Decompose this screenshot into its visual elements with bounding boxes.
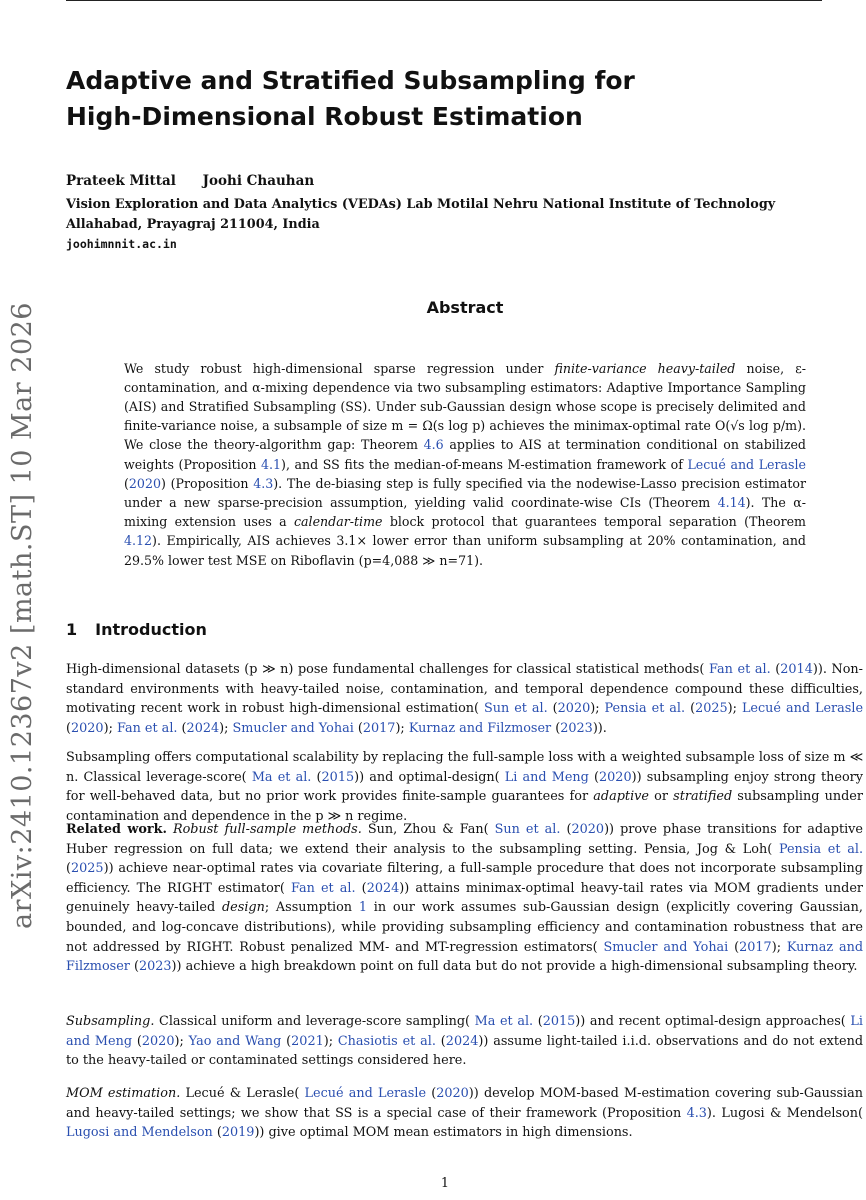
citation-year-link[interactable]: 2019 xyxy=(221,1125,255,1141)
citation-year-link[interactable]: 2024 xyxy=(186,720,220,736)
emphasis: adaptive xyxy=(593,789,649,805)
citation-year-link[interactable]: 2024 xyxy=(445,1033,479,1049)
text-run: ( xyxy=(355,880,367,896)
text-run: Lecué & Lerasle( xyxy=(180,1086,305,1101)
affiliation-line-2: Allahabad, Prayagraj 211004, India xyxy=(66,217,320,232)
citation-link[interactable]: Smucler and Yohai xyxy=(603,939,729,955)
citation-link[interactable]: Pensia et al. xyxy=(778,841,864,857)
text-run: ( xyxy=(66,861,71,877)
citation-year-link[interactable]: 2025 xyxy=(695,701,728,717)
subsampling-paragraph xyxy=(66,1012,863,1071)
text-run: )) assume light-tailed i.i.d. observations and do not extend to the heavy-tailed or contaminated settings considered here. xyxy=(66,1033,864,1069)
citation-year-link[interactable]: 2020 xyxy=(71,720,104,736)
text-run: )) prove phase transitions for adaptive Huber regression on full data; we extend their analysis to the subsampling setting. Pensia, Jog & Loh( xyxy=(66,822,863,857)
text-run: ( xyxy=(129,959,139,975)
text-run: ); xyxy=(395,720,409,736)
text-run: ( xyxy=(588,769,600,785)
emphasis: Subsampling. xyxy=(66,1014,155,1029)
section-heading xyxy=(66,620,207,639)
proposition-link[interactable]: 4.1 xyxy=(261,456,282,472)
header-rule xyxy=(66,0,822,1)
citation-year-link[interactable]: 2025 xyxy=(71,861,104,877)
affiliation xyxy=(66,195,866,235)
citation-link[interactable]: Lecué and Lerasle xyxy=(687,456,806,472)
citation-year-link[interactable]: 2020 xyxy=(599,769,632,785)
text-run: Subsampling offers computational scalability by replacing the full-sample loss with a weighted subsample loss of size m ≪ n. Classical leverage-score( xyxy=(66,750,863,785)
title-line-2: High-Dimensional Robust Estimation xyxy=(66,102,583,131)
theorem-link[interactable]: 4.12 xyxy=(124,533,153,549)
text-run: ); xyxy=(174,1033,189,1049)
citation-link[interactable]: Fan et al. xyxy=(709,662,771,677)
citation-year-link[interactable]: 2024 xyxy=(366,880,400,896)
mom-estimation-paragraph xyxy=(66,1084,863,1143)
section-title: Introduction xyxy=(95,620,207,639)
text-run: ) (Proposition xyxy=(160,475,254,491)
citation-link[interactable]: Sun et al. xyxy=(494,822,561,837)
text-run: ( xyxy=(426,1086,437,1101)
citation-year-link[interactable]: 2020 xyxy=(436,1086,469,1101)
text-run: block protocol that guarantees temporal separation (Theorem xyxy=(382,514,806,530)
text-run: ( xyxy=(533,1014,543,1029)
emphasis: Robust full-sample methods. xyxy=(172,822,362,837)
citation-year-link[interactable]: 2015 xyxy=(542,1014,576,1029)
citation-link[interactable]: Kurnaz and Filzmoser xyxy=(66,939,864,975)
emphasis: stratified xyxy=(673,789,733,805)
text-run: ( xyxy=(435,1033,446,1049)
author-name: Joohi Chauhan xyxy=(202,173,315,189)
section-number: 1 xyxy=(66,620,78,639)
text-run: )) achieve near-optimal rates via covariate filtering, a full-sample procedure that does not incorporate subsampling efficiency. The RIGHT estimator( xyxy=(66,861,863,896)
text-run: ( xyxy=(685,701,696,717)
intro-paragraph-1 xyxy=(66,660,863,738)
citation-link[interactable]: Lecué and Lerasle xyxy=(304,1086,427,1101)
text-run: Classical uniform and leverage-score sampling( xyxy=(154,1014,475,1029)
text-run: ( xyxy=(124,475,129,491)
text-run: ). The α-mixing extension uses a xyxy=(124,495,806,530)
text-run: ( xyxy=(770,662,781,677)
citation-link[interactable]: Pensia et al. xyxy=(604,701,686,717)
text-run: ; Assumption xyxy=(264,900,359,916)
citation-link[interactable]: Fan et al. xyxy=(116,720,178,736)
citation-link[interactable]: Lecué and Lerasle xyxy=(741,701,864,717)
text-run: ( xyxy=(212,1125,222,1141)
citation-link[interactable]: Kurnaz and Filzmoser xyxy=(408,720,552,736)
text-run: Sun, Zhou & Fan( xyxy=(361,822,495,837)
arxiv-identifier: arXiv:2410.12367v2 [math.ST] 10 Mar 2026 xyxy=(6,301,38,929)
theorem-link[interactable]: 4.14 xyxy=(717,495,746,511)
text-run: )). xyxy=(592,720,607,736)
proposition-link[interactable]: 4.3 xyxy=(686,1105,707,1121)
text-run: )) and recent optimal-design approaches( xyxy=(575,1014,851,1029)
text-run: noise, ε-contamination, and α-mixing dependence via two subsampling estimators: Adaptive Importance Sampling (AIS) and Stratified Subsampling (SS). Under sub-Gaussian design whose scope is precisely delimited and finite-variance noise, a subsample of size m = Ω(s log p) achieves the minimax-optimal rate O(√s log p/m). We close the theory-algorithm gap: Theorem xyxy=(124,360,806,453)
text-run: applies to AIS at termination conditional on stabilized weights (Proposition xyxy=(124,437,806,472)
text-run: )) give optimal MOM mean estimators in high dimensions. xyxy=(254,1125,633,1141)
citation-year-link[interactable]: 2023 xyxy=(138,959,172,975)
text-run: ). Lugosi & Mendelson( xyxy=(706,1105,863,1121)
text-run: ( xyxy=(551,720,561,736)
author-list xyxy=(66,173,336,189)
paper-title xyxy=(66,63,786,135)
text-run: subsampling under contamination and dependence in the p ≫ n regime. xyxy=(66,789,863,824)
theorem-link[interactable]: 4.6 xyxy=(423,437,444,453)
citation-link[interactable]: Smucler and Yohai xyxy=(232,720,354,736)
citation-link[interactable]: Sun et al. xyxy=(483,701,548,717)
citation-year-link[interactable]: 2020 xyxy=(557,701,591,717)
text-run: ( xyxy=(560,822,572,837)
citation-year-link[interactable]: 2014 xyxy=(780,662,813,677)
emphasis: calendar-time xyxy=(294,514,383,530)
text-run: ). The de-biasing step is fully specified via the nodewise-Lasso precision estimator under a new sparse-precision assumption, yielding valid coordinate-wise CIs (Theorem xyxy=(124,475,806,511)
author-name: Prateek Mittal xyxy=(66,173,176,189)
citation-year-link[interactable]: 2020 xyxy=(571,822,605,837)
text-run: ( xyxy=(353,720,363,736)
citation-link[interactable]: Li and Meng xyxy=(504,769,589,785)
text-run: ( xyxy=(547,701,558,717)
emphasis: design xyxy=(221,900,265,916)
text-run: )) subsampling enjoy strong theory for well-behaved data, but no prior work provides finite-sample guarantees for xyxy=(66,769,864,805)
emphasis: finite-variance heavy-tailed xyxy=(554,360,736,376)
text-run: ( xyxy=(132,1033,142,1049)
run-in-heading: Related work. xyxy=(66,822,167,837)
text-run: ( xyxy=(66,720,71,736)
author-email: joohimnnit.ac.in xyxy=(66,237,177,251)
text-run: )) develop MOM-based M-estimation covering sub-Gaussian and heavy-tailed settings; we show that SS is a special case of their framework (Proposition xyxy=(66,1086,864,1121)
text-run: )) achieve a high breakdown point on full data but do not provide a high-dimensional subsampling theory. xyxy=(171,959,858,975)
text-run: ); xyxy=(590,701,605,717)
citation-link[interactable]: Li and Meng xyxy=(66,1014,863,1049)
citation-link[interactable]: Fan et al. xyxy=(291,880,356,896)
citation-year-link[interactable]: 2015 xyxy=(321,769,355,785)
text-run: High-dimensional datasets (p ≫ n) pose fundamental challenges for classical statistical methods( xyxy=(66,662,709,677)
text-run: in our work assumes sub-Gaussian design (explicitly covering Gaussian, bounded, and log-concave distributions), while providing subsampling efficiency and contamination robustness that are not addressed by RIGHT. Robust penalized MM- and MT-regression estimators( xyxy=(66,900,863,955)
text-run: ( xyxy=(281,1033,292,1049)
affiliation-line-1: Vision Exploration and Data Analytics (VEDAs) Lab Motilal Nehru National Institute of Technology xyxy=(66,197,776,212)
assumption-link[interactable]: 1 xyxy=(358,900,367,916)
text-run: We study robust high-dimensional sparse regression under xyxy=(124,360,555,376)
text-run: )). Non-standard environments with heavy-tailed noise, contamination, and temporal dependence compound these difficulties, motivating recent work in robust high-dimensional estimation( xyxy=(66,662,863,717)
text-run: ( xyxy=(177,720,187,736)
emphasis: MOM estimation. xyxy=(66,1086,181,1101)
abstract-heading: Abstract xyxy=(426,298,504,317)
text-run: ); xyxy=(771,939,787,955)
page-number: 1 xyxy=(440,1176,450,1191)
citation-year-link[interactable]: 2020 xyxy=(141,1033,175,1049)
citation-year-link[interactable]: 2017 xyxy=(362,720,396,736)
text-run: ); xyxy=(727,701,742,717)
intro-paragraph-2 xyxy=(66,748,863,826)
text-run: ); xyxy=(103,720,117,736)
citation-year-link[interactable]: 2017 xyxy=(739,939,772,955)
arxiv-sidebar xyxy=(0,301,44,929)
citation-link[interactable]: Lugosi and Mendelson xyxy=(66,1125,213,1141)
text-run: ( xyxy=(728,939,740,955)
citation-year-link[interactable]: 2021 xyxy=(291,1033,324,1049)
citation-year-link[interactable]: 2020 xyxy=(128,475,161,491)
citation-link[interactable]: Yao and Wang xyxy=(188,1033,282,1049)
citation-link[interactable]: Ma et al. xyxy=(251,769,312,785)
abstract-text xyxy=(124,359,806,570)
text-run: ), and SS fits the median-of-means M-estimation framework of xyxy=(281,456,688,472)
text-run: )) and optimal-design( xyxy=(354,769,505,785)
citation-year-link[interactable]: 2023 xyxy=(560,720,593,736)
related-work-paragraph xyxy=(66,820,863,977)
citation-link[interactable]: Chasiotis et al. xyxy=(337,1033,436,1049)
title-line-1: Adaptive and Stratified Subsampling for xyxy=(66,66,635,95)
text-run: ). Empirically, AIS achieves 3.1× lower error than uniform subsampling at 20% contamination, and 29.5% lower test MSE on Riboflavin (p=4,088 ≫ n=71). xyxy=(124,533,806,568)
text-run: or xyxy=(648,789,674,805)
text-run: )) attains minimax-optimal heavy-tail rates via MOM gradients under genuinely heavy-tailed xyxy=(66,880,864,916)
text-run: ); xyxy=(219,720,233,736)
citation-link[interactable]: Ma et al. xyxy=(474,1014,534,1029)
text-run: ( xyxy=(311,769,322,785)
text-run: ); xyxy=(323,1033,338,1049)
proposition-link[interactable]: 4.3 xyxy=(253,475,274,491)
